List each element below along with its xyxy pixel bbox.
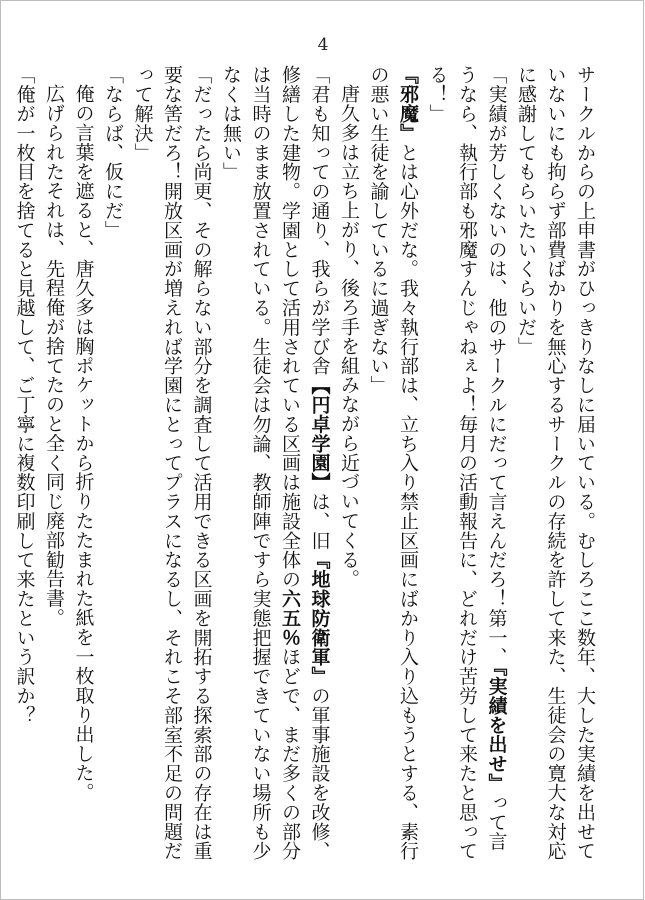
paragraph-text: は、旧 [308,491,331,551]
emphasized-term: 『地球防衛軍』 [308,550,331,686]
paragraph-text: 俺の言葉を遮ると、唐久多は胸ポケットから折りたたまれた紙を一枚取り出した。 [72,84,95,802]
paragraph-text: 唐久多は立ち上がり、後ろ手を組みながら近づいてくる。 [338,84,360,589]
emphasized-term: 【円卓学園】 [308,375,331,492]
paragraph-text: 広げられたそれは、先程俺が捨てたのと全く同じ廃部勧告書。 [43,84,65,628]
paragraph-text: 「ならば、仮にだ」 [102,65,124,240]
paragraph [216,65,334,865]
paragraph-text: の軍事施設を改修、修繕した建物。学園として活用されている区画は施設全体の [279,65,331,861]
page-number: 4 [317,35,329,55]
paragraph [334,65,364,865]
paragraph [127,65,216,865]
paragraph-text: 「君も知っての通り、我らが学び舎 [308,65,331,376]
paragraph [39,65,69,865]
novel-body-text [13,65,599,865]
paragraph-text: って言うなら、執行部も邪魔すんじゃねぇよ！毎月の活動報告に、どれだけ苦労して来たと思ってる！」 [426,65,508,861]
paragraph [9,65,39,865]
paragraph-text: 「実績が芳しくないのは、他のサークルにだって言えんだろ！第一、 [485,65,508,667]
paragraph [68,65,98,865]
paragraph-text: ほどで、まだ多くの部分は当時のまま放置されている。生徒会は勿論、教師陣ですら実態把握できていない場所も少なくは無い」 [220,65,301,861]
paragraph [511,65,600,865]
emphasized-term: 六五％ [279,588,301,648]
paragraph-text: 「俺が一枚目を捨てると見越して、ご丁寧に複数印刷して来たという訳か？ [13,65,36,725]
paragraph-text: 「だったら尚更、その解らない部分を調査して活用できる区画を開拓する探索部の存在は重要な筈だろ！開放区画が増えれば学園にとってプラスになるし、それこそ部室不足の問題だって解決」 [131,65,213,861]
emphasized-term: 『邪魔』 [397,65,419,143]
paragraph-text: とは心外だな。我々執行部は、立ち入り禁止区画にばかり入り込もうとする、素行の悪い生徒を諭しているに過ぎない」 [367,65,419,861]
paragraph-text: サークルからの上申書がひっきりなしに届いている。むしろここ数年、大した実績を出せていないにも拘らず部費ばかりを無心するサークルの存続を許して来た、生徒会の寛大な対応に感謝してもらいたいくらいだ」 [515,65,596,861]
emphasized-term: 『実績を出せ』 [485,666,508,793]
paragraph [363,65,422,865]
paragraph [98,65,128,865]
paragraph [422,65,511,865]
